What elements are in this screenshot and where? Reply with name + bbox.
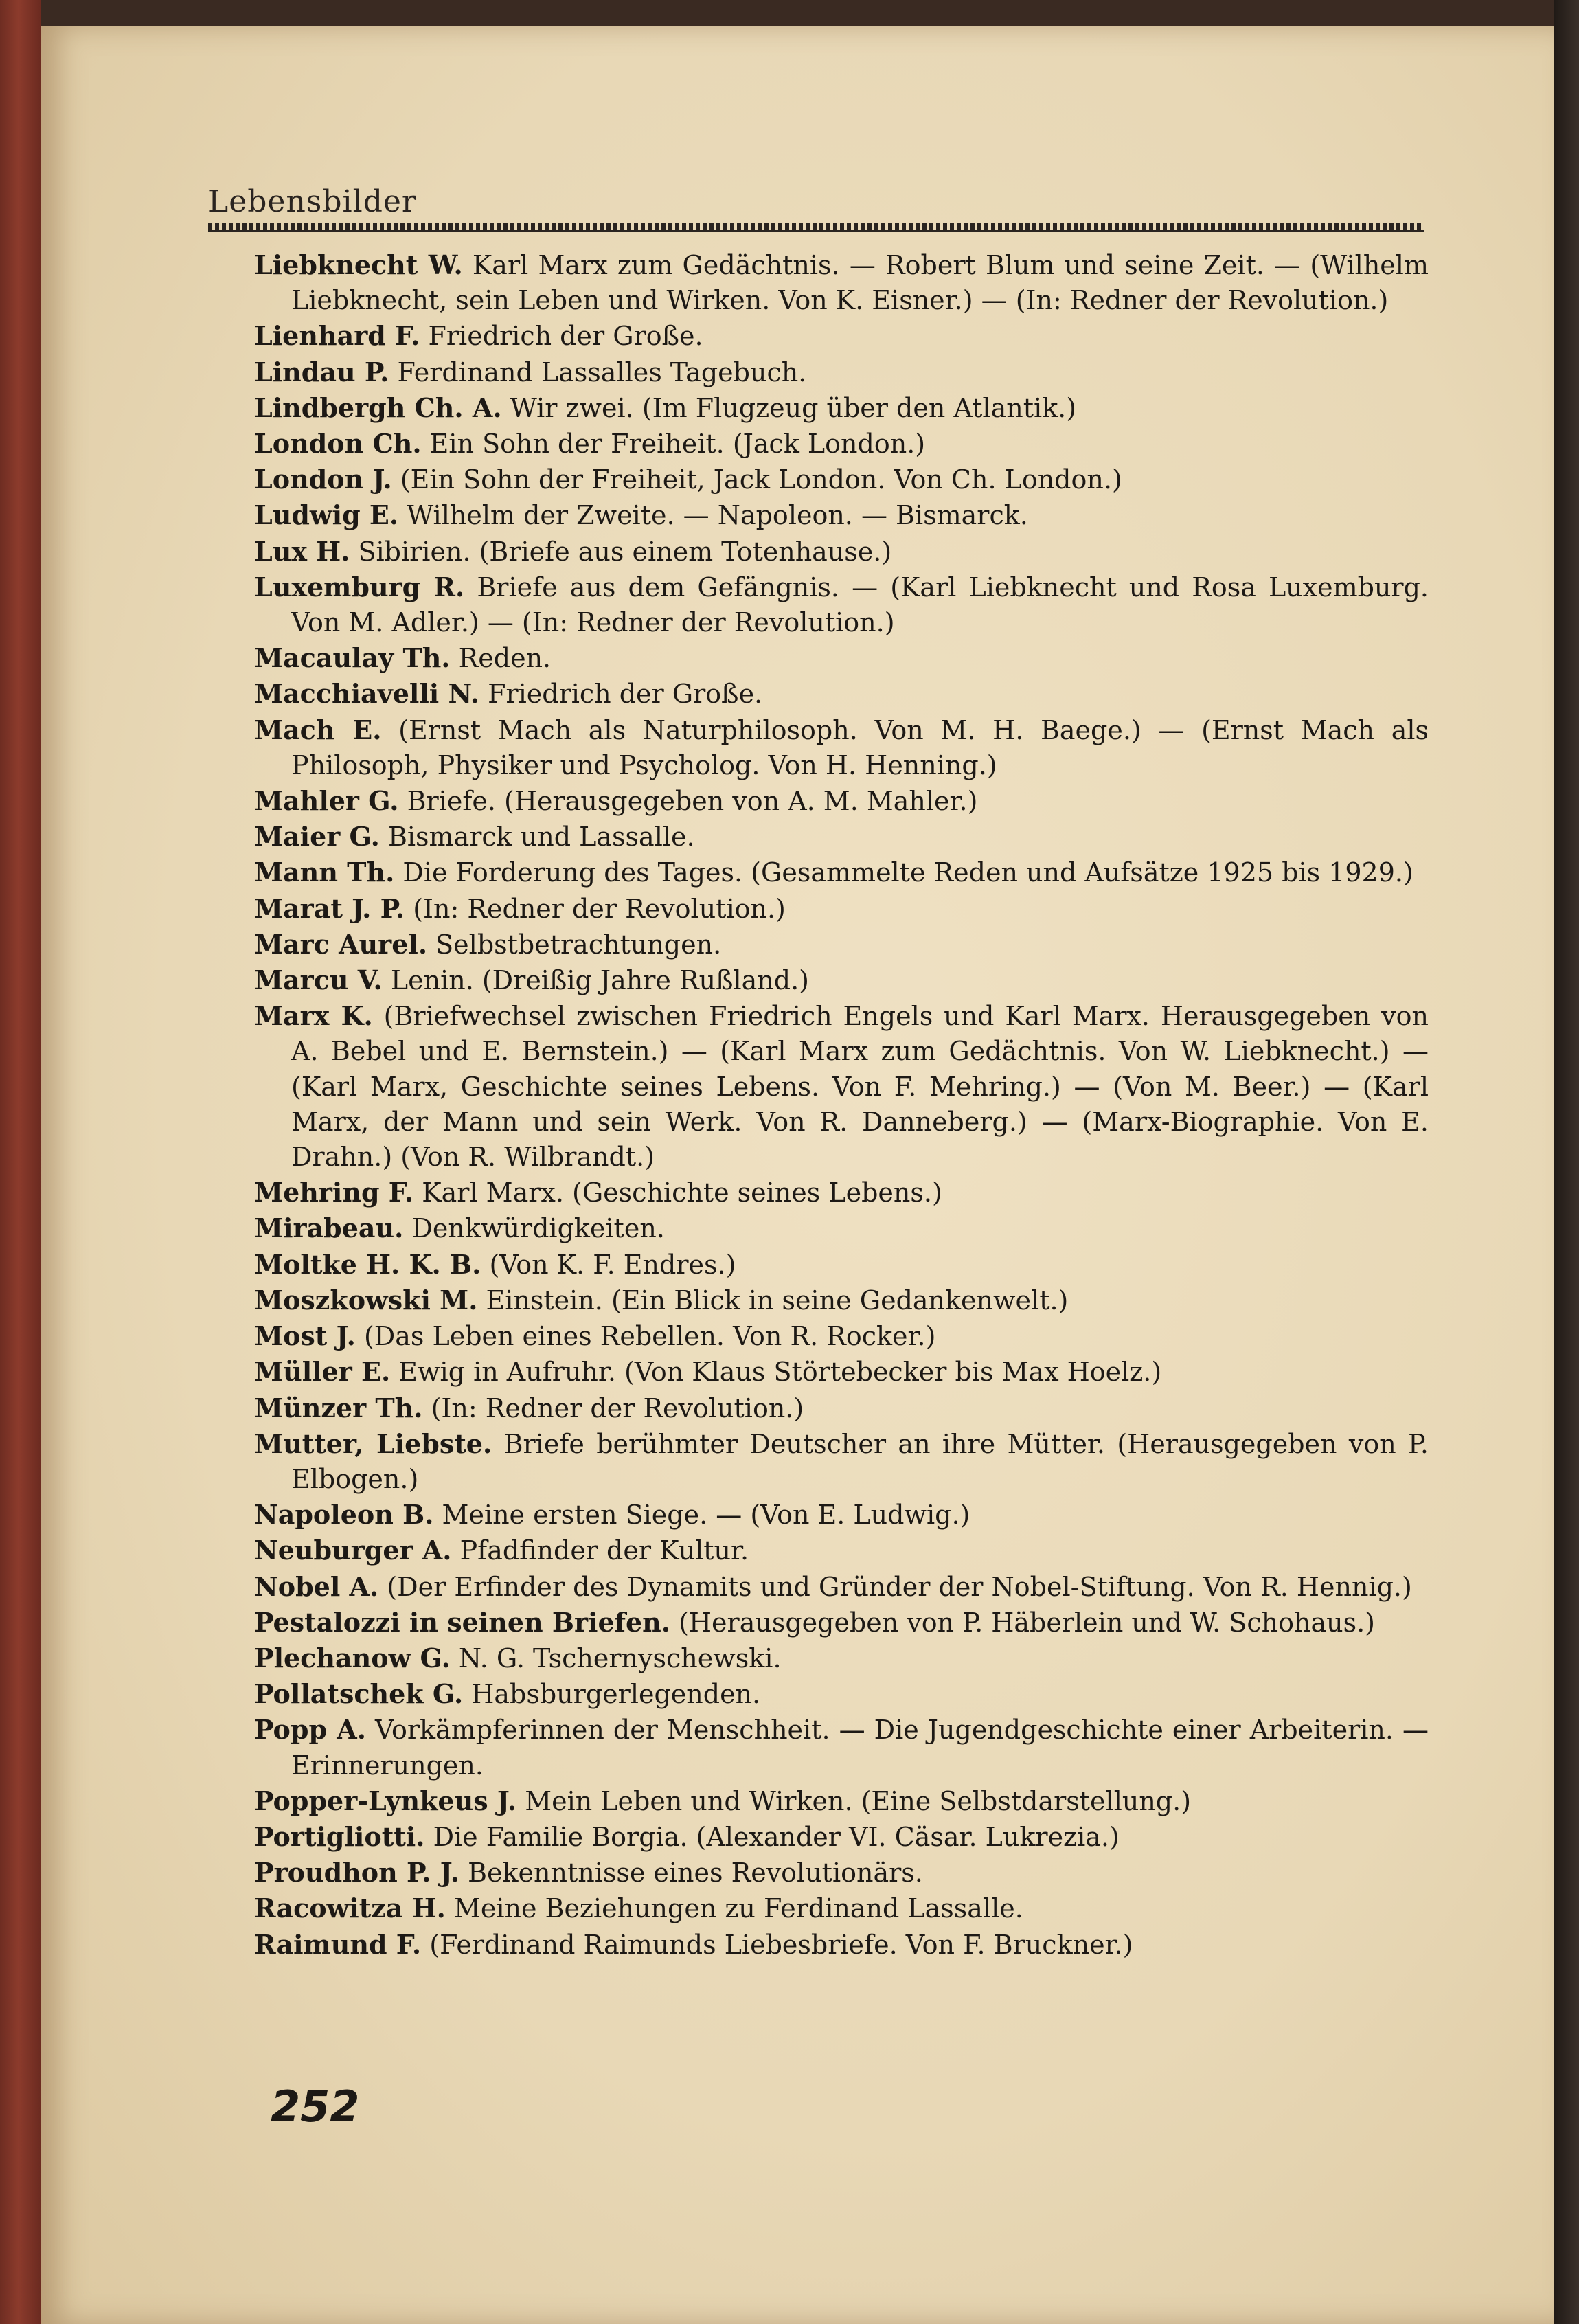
entry-text: Friedrich der Große.: [488, 679, 763, 710]
page-number: 252: [271, 2082, 360, 2132]
entry-text: Denkwürdigkeiten.: [411, 1213, 665, 1244]
entry-text: (Der Erfinder des Dynamits und Gründer der Nobel-Stiftung. Von R. Hennig.): [387, 1571, 1412, 1602]
entry-text: Sibirien. (Briefe aus einem Totenhause.): [358, 536, 892, 567]
entry-text: (Von K. F. Endres.): [489, 1249, 736, 1280]
list-item: [254, 1569, 1429, 1605]
list-item: [254, 1283, 1429, 1318]
entry-text: Bismarck und Lassalle.: [387, 822, 695, 853]
entry-text: Selbstbetrachtungen.: [435, 929, 722, 960]
entry-name: Portigliotti.: [254, 1820, 425, 1852]
list-item: [254, 1426, 1429, 1497]
entry-name: Mutter, Liebste.: [254, 1428, 492, 1459]
list-item: [254, 1855, 1429, 1891]
list-item: [254, 1605, 1429, 1640]
entry-text: Die Forderung des Tages. (Gesammelte Reden und Aufsätze 1925 bis 1929.): [402, 857, 1413, 888]
entry-name: Luxemburg R.: [254, 571, 465, 602]
entry-name: Racowitza H.: [254, 1893, 446, 1924]
list-item: [254, 569, 1429, 640]
entry-text: Wilhelm der Zweite. — Napoleon. — Bismarck.: [407, 500, 1028, 531]
list-item: [254, 1891, 1429, 1926]
entry-name: Lienhard F.: [254, 320, 420, 352]
entry-text: Ein Sohn der Freiheit. (Jack London.): [429, 429, 926, 460]
entry-text: Lenin. (Dreißig Jahre Rußland.): [390, 965, 809, 996]
entry-name: Raimund F.: [254, 1928, 422, 1960]
entry-name: Lindbergh Ch. A.: [254, 392, 502, 423]
list-item: [254, 318, 1429, 354]
entry-text: Ferdinand Lassalles Tagebuch.: [397, 357, 807, 387]
entry-text: Karl Marx. (Geschichte seines Lebens.): [422, 1177, 942, 1208]
entry-text: (In: Redner der Revolution.): [431, 1392, 804, 1423]
entry-name: Marx K.: [254, 1000, 373, 1032]
entry-text: Wir zwei. (Im Flugzeug über den Atlantik.): [510, 392, 1077, 423]
list-item: [254, 1247, 1429, 1283]
entry-name: Popper-Lynkeus J.: [254, 1785, 517, 1816]
entry-name: Liebknecht W.: [254, 249, 463, 280]
entry-name: Moltke H. K. B.: [254, 1248, 481, 1280]
entry-text: Vorkämpferinnen der Menschheit. — Die Jugendgeschichte einer Arbeiterin. — Erinnerungen.: [291, 1715, 1429, 1781]
list-item: [254, 962, 1429, 998]
list-item: [254, 497, 1429, 533]
list-item: [254, 1712, 1429, 1783]
entry-list: [254, 247, 1429, 1963]
list-item: [254, 1783, 1429, 1819]
entry-text: (Herausgegeben von P. Häberlein und W. Schohaus.): [679, 1607, 1375, 1638]
list-item: [254, 712, 1429, 783]
list-item: [254, 1318, 1429, 1354]
entry-text: Bekenntnisse eines Revolutionärs.: [468, 1858, 923, 1888]
header-rule: [208, 223, 1424, 232]
entry-text: Die Familie Borgia. (Alexander VI. Cäsar. Lukrezia.): [433, 1821, 1120, 1852]
entry-text: (In: Redner der Revolution.): [413, 893, 786, 924]
entry-text: Briefe berühmter Deutscher an ihre Mütter. (Herausgegeben von P. Elbogen.): [291, 1428, 1429, 1494]
running-head: Lebensbilder: [208, 184, 417, 219]
list-item: [254, 676, 1429, 712]
entry-name: Münzer Th.: [254, 1392, 423, 1423]
entry-name: Plechanow G.: [254, 1642, 451, 1673]
list-item: [254, 819, 1429, 855]
entry-text: Einstein. (Ein Blick in seine Gedankenwelt.): [486, 1285, 1069, 1316]
book-edge: [1554, 0, 1579, 2324]
list-item: [254, 1354, 1429, 1390]
entry-name: Lindau P.: [254, 356, 389, 387]
entry-name: Proudhon P. J.: [254, 1857, 459, 1888]
entry-text: (Ferdinand Raimunds Liebesbriefe. Von F. Bruckner.): [429, 1929, 1133, 1960]
list-item: [254, 891, 1429, 927]
list-item: [254, 640, 1429, 676]
entry-text: Briefe aus dem Gefängnis. — (Karl Liebknecht und Rosa Luxemburg. Von M. Adler.) — (In: Redner der Revolution.): [291, 572, 1429, 638]
list-item: [254, 354, 1429, 390]
entry-name: Marat J. P.: [254, 892, 405, 924]
entry-name: Ludwig E.: [254, 499, 399, 531]
entry-name: Nobel A.: [254, 1570, 379, 1602]
entry-name: Moszkowski M.: [254, 1284, 478, 1316]
entry-name: Mann Th.: [254, 857, 395, 888]
book-spine: [0, 0, 41, 2324]
list-item: [254, 1640, 1429, 1676]
list-item: [254, 462, 1429, 497]
list-item: [254, 1497, 1429, 1533]
list-item: [254, 1819, 1429, 1855]
entry-name: London J.: [254, 464, 392, 495]
list-item: [254, 390, 1429, 426]
list-item: [254, 534, 1429, 569]
list-item: [254, 1175, 1429, 1210]
entry-name: Pestalozzi in seinen Briefen.: [254, 1606, 670, 1638]
entry-text: Meine ersten Siege. — (Von E. Ludwig.): [442, 1500, 970, 1531]
entry-name: Mehring F.: [254, 1177, 414, 1208]
entry-text: (Das Leben eines Rebellen. Von R. Rocker.): [363, 1321, 936, 1352]
entry-name: Mahler G.: [254, 785, 399, 817]
list-item: [254, 1210, 1429, 1246]
list-item: [254, 1676, 1429, 1712]
entry-text: N. G. Tschernyschewski.: [458, 1643, 782, 1673]
entry-name: Popp A.: [254, 1714, 366, 1746]
entry-name: Macaulay Th.: [254, 642, 451, 674]
entry-name: Neuburger A.: [254, 1535, 452, 1566]
list-item: [254, 783, 1429, 819]
entry-text: Reden.: [458, 643, 552, 674]
entry-name: Macchiavelli N.: [254, 678, 479, 710]
entry-name: Pollatschek G.: [254, 1678, 464, 1710]
entry-text: Briefe. (Herausgegeben von A. M. Mahler.): [407, 786, 978, 817]
list-item: [254, 998, 1429, 1175]
entry-text: (Ein Sohn der Freiheit, Jack London. Von Ch. London.): [400, 464, 1122, 495]
entry-text: Ewig in Aufruhr. (Von Klaus Störtebecker bis Max Hoelz.): [398, 1357, 1162, 1388]
list-item: [254, 426, 1429, 462]
entry-text: (Briefwechsel zwischen Friedrich Engels und Karl Marx. Herausgegeben von A. Bebel und E. Bernstein.) — (Karl Marx zum Gedächtnis. Von W. Liebknecht.) — (Karl Marx, Geschichte seines Lebens. Von F. Mehring.) — (Von M. Beer.) — (Karl Marx, der Mann und sein Werk. Von R. Danneberg.) — (Marx-Biographie. Von E. Drahn.) (Von R. Wilbrandt.): [291, 1001, 1429, 1173]
entry-text: Friedrich der Große.: [428, 321, 703, 352]
entry-text: Karl Marx zum Gedächtnis. — Robert Blum und seine Zeit. — (Wilhelm Liebknecht, sein Leben und Wirken. Von K. Eisner.) — (In: Redner der Revolution.): [291, 250, 1429, 316]
entry-name: Marcu V.: [254, 964, 383, 996]
entry-name: Mirabeau.: [254, 1212, 404, 1244]
list-item: [254, 1533, 1429, 1568]
list-item: [254, 1927, 1429, 1963]
list-item: [254, 927, 1429, 962]
entry-name: Napoleon B.: [254, 1499, 434, 1531]
entry-name: Most J.: [254, 1320, 356, 1352]
entry-text: Mein Leben und Wirken. (Eine Selbstdarstellung.): [525, 1785, 1192, 1816]
list-item: [254, 1390, 1429, 1426]
entry-name: Maier G.: [254, 821, 380, 853]
entry-name: Mach E.: [254, 714, 382, 745]
entry-name: Müller E.: [254, 1356, 391, 1388]
entry-text: Habsburgerlegenden.: [471, 1679, 761, 1710]
entry-name: London Ch.: [254, 428, 422, 460]
entry-name: Marc Aurel.: [254, 928, 428, 960]
entry-text: Pfadfinder der Kultur.: [459, 1535, 749, 1566]
list-item: [254, 247, 1429, 318]
entry-text: Meine Beziehungen zu Ferdinand Lassalle.: [453, 1893, 1023, 1924]
entry-name: Lux H.: [254, 535, 350, 567]
list-item: [254, 855, 1429, 890]
entry-text: (Ernst Mach als Naturphilosoph. Von M. H. Baege.) — (Ernst Mach als Philosoph, Physiker und Psycholog. Von H. Henning.): [291, 714, 1429, 780]
